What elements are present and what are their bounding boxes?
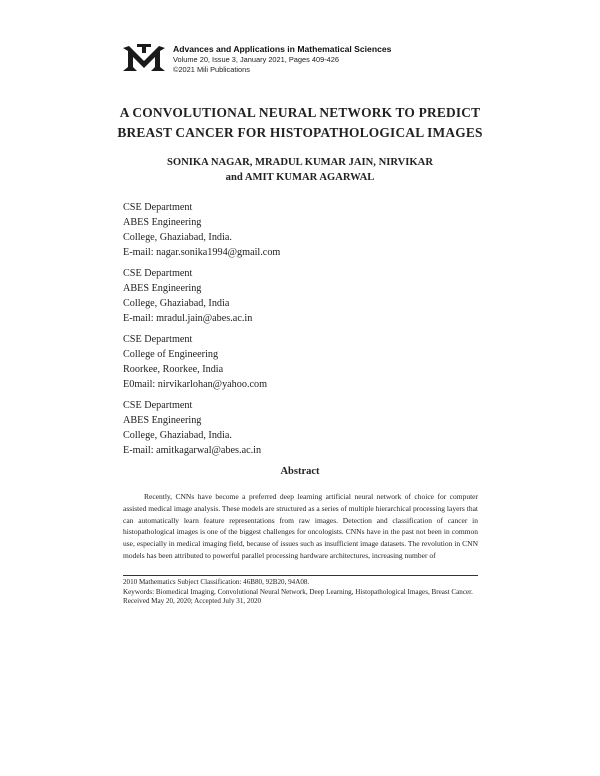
email: E-mail: nagar.sonika1994@gmail.com	[123, 247, 281, 258]
location: College, Ghaziabad, India	[123, 298, 230, 309]
title-line: BREAST CANCER FOR HISTOPATHOLOGICAL IMAGES	[117, 125, 483, 140]
affiliation-block	[123, 332, 280, 392]
abstract-text: Recently, CNNs have become a preferred deep learning artificial neural network of choice for computer assisted medical image analysis. These models are structured as a series of multiple hierarchical processing layers that can automatically learn feature representations from raw images. Detection and classification of cancer in histopathological images is one of the biggest challenges for oncologists. CNNs have in the past not been in common use, especially in medical imaging field, because of issues such as insufficient image datasets. The revolution in CNN models has been attributed to powerful parallel processing hardware architectures, increasing number of	[123, 492, 478, 560]
keywords: Keywords: Biomedical Imaging, Convolutional Neural Network, Deep Learning, Histopathological Images, Breast Cancer.	[123, 587, 473, 596]
journal-name: Advances and Applications in Mathematical Sciences	[173, 44, 392, 54]
author-list	[0, 155, 600, 185]
institution: ABES Engineering	[123, 415, 202, 426]
authors-line: SONIKA NAGAR, MRADUL KUMAR JAIN, NIRVIKAR	[167, 157, 433, 168]
abstract-heading: Abstract	[280, 466, 320, 477]
issue-info: Volume 20, Issue 3, January 2021, Pages 409-426	[173, 54, 339, 64]
location: Roorkee, Roorkee, India	[123, 364, 224, 375]
email: E-mail: mradul.jain@abes.ac.in	[123, 313, 253, 324]
location: College, Ghaziabad, India.	[123, 430, 232, 441]
institution: ABES Engineering	[123, 217, 202, 228]
affiliation-block	[123, 398, 280, 458]
department: CSE Department	[123, 334, 193, 345]
copyright: ©2021 Mili Publications	[173, 65, 250, 74]
affiliation-block	[123, 266, 280, 326]
email: E-mail: amitkagarwal@abes.ac.in	[123, 445, 262, 456]
department: CSE Department	[123, 268, 193, 279]
journal-header	[173, 44, 391, 76]
location: College, Ghaziabad, India.	[123, 232, 232, 243]
publisher-logo	[122, 44, 166, 74]
footnote-divider	[123, 575, 478, 576]
institution: ABES Engineering	[123, 283, 202, 294]
received-dates: Received May 20, 2020; Accepted July 31, 2020	[123, 597, 262, 606]
affiliation-block	[123, 200, 280, 260]
msc-classification: 2010 Mathematics Subject Classification: 46B80, 92B20, 94A08.	[123, 578, 310, 586]
title-line: A CONVOLUTIONAL NEURAL NETWORK TO PREDICT	[119, 105, 481, 120]
footnote	[123, 578, 478, 607]
affiliations	[123, 200, 280, 464]
department: CSE Department	[123, 400, 193, 411]
email: E0mail: nirvikarlohan@yahoo.com	[123, 379, 268, 390]
institution: College of Engineering	[123, 349, 219, 360]
department: CSE Department	[123, 202, 193, 213]
paper-title	[0, 103, 600, 143]
authors-line: and AMIT KUMAR AGARWAL	[225, 172, 375, 183]
